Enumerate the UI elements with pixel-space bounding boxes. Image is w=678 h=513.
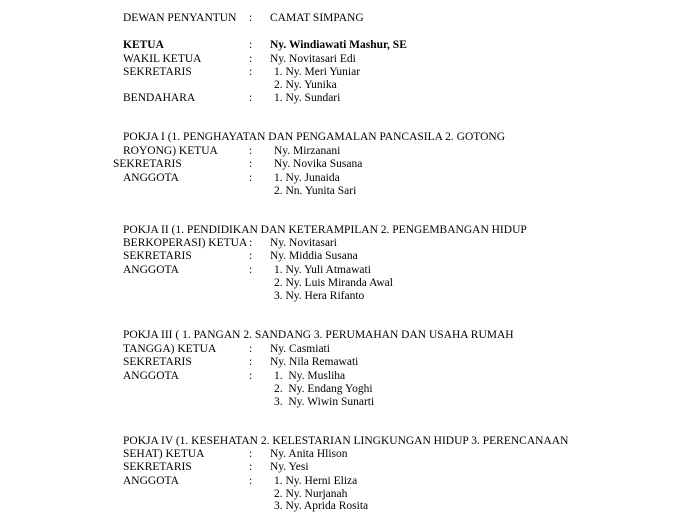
separator: : (249, 158, 253, 170)
ketua-label: KETUA (123, 39, 164, 51)
pokja2-anggota-1: 1. Ny. Yuli Atmawati (274, 264, 371, 276)
pokja3-anggota-label: ANGGOTA (123, 370, 179, 382)
separator: : (249, 461, 253, 473)
pokja2-sekretaris-value: Ny. Middia Susana (270, 250, 358, 262)
pokja2-title: POKJA II (1. PENDIDIKAN DAN KETERAMPILAN 2. PENGEMBANGAN HIDUP (123, 224, 527, 236)
separator: : (249, 237, 253, 249)
separator: : (249, 66, 253, 78)
pokja1-ketua-label: ROYONG) KETUA (123, 145, 218, 157)
separator: : (249, 264, 253, 276)
pokja2-anggota-label: ANGGOTA (123, 264, 179, 276)
pokja4-anggota-1: 1. Ny. Herni Eliza (274, 475, 358, 487)
pokja3-ketua-value: Ny. Casmiati (270, 343, 330, 355)
pokja3-sekretaris-label: SEKRETARIS (123, 356, 192, 368)
separator: : (249, 92, 253, 104)
pokja4-anggota-2: 2. Ny. Nurjanah (274, 488, 348, 500)
pokja4-title: POKJA IV (1. KESEHATAN 2. KELESTARIAN LINGKUNGAN HIDUP 3. PERENCANAAN (123, 435, 569, 447)
sekretaris-value-1: 1. Ny. Meri Yuniar (274, 66, 361, 78)
pokja3-anggota-2: 2. Ny. Endang Yoghi (274, 383, 373, 395)
pokja1-ketua-value: Ny. Mirzanani (274, 145, 341, 157)
pokja1-anggota-label: ANGGOTA (123, 172, 179, 184)
ketua-value: Ny. Windiawati Mashur, SE (270, 39, 407, 51)
separator: : (249, 343, 253, 355)
pokja4-ketua-label: SEHAT) KETUA (123, 448, 205, 460)
dewan-penyantun-value: CAMAT SIMPANG (270, 12, 364, 24)
pokja3-anggota-3: 3. Ny. Wiwin Sunarti (274, 396, 375, 408)
pokja2-ketua-value: Ny. Novitasari (270, 237, 337, 249)
bendahara-value: 1. Ny. Sundari (274, 92, 341, 104)
pokja3-anggota-1: 1. Ny. Musliha (274, 370, 346, 382)
dewan-penyantun-label: DEWAN PENYANTUN (123, 12, 237, 24)
wakil-ketua-label: WAKIL KETUA (123, 53, 202, 65)
pokja1-anggota-2: 2. Nn. Yunita Sari (274, 185, 357, 197)
pokja1-sekretaris-value: Ny. Novika Susana (274, 158, 363, 170)
separator: : (249, 39, 253, 51)
pokja4-ketua-value: Ny. Anita Hlison (270, 448, 348, 460)
sekretaris-label: SEKRETARIS (123, 66, 192, 78)
separator: : (249, 53, 253, 65)
separator: : (249, 448, 253, 460)
separator: : (249, 475, 253, 487)
pokja1-sekretaris-label: SEKRETARIS (113, 158, 182, 170)
pokja2-ketua-label: BERKOPERASI) KETUA (123, 237, 248, 249)
separator: : (249, 370, 253, 382)
pokja4-sekretaris-value: Ny. Yesi (270, 461, 309, 473)
pokja4-sekretaris-label: SEKRETARIS (123, 461, 192, 473)
separator: : (249, 145, 253, 157)
pokja2-sekretaris-label: SEKRETARIS (123, 250, 192, 262)
pokja3-sekretaris-value: Ny. Nila Remawati (270, 356, 359, 368)
sekretaris-value-2: 2. Ny. Yunika (274, 79, 337, 91)
pokja2-anggota-3: 3. Ny. Hera Rifanto (274, 290, 365, 302)
pokja3-ketua-label: TANGGA) KETUA (123, 343, 217, 355)
pokja4-anggota-3: 3. Ny. Aprida Rosita (274, 500, 369, 512)
pokja1-title: POKJA I (1. PENGHAYATAN DAN PENGAMALAN PANCASILA 2. GOTONG (123, 131, 506, 143)
pokja3-title: POKJA III ( 1. PANGAN 2. SANDANG 3. PERUMAHAN DAN USAHA RUMAH (123, 329, 514, 341)
pokja4-anggota-label: ANGGOTA (123, 475, 179, 487)
wakil-ketua-value: Ny. Novitasari Edi (270, 53, 356, 65)
separator: : (249, 356, 253, 368)
separator: : (249, 250, 253, 262)
bendahara-label: BENDAHARA (123, 92, 196, 104)
pokja1-anggota-1: 1. Ny. Junaida (274, 172, 340, 184)
pokja2-anggota-2: 2. Ny. Luis Miranda Awal (274, 277, 393, 289)
separator: : (249, 172, 253, 184)
separator: : (249, 12, 253, 24)
